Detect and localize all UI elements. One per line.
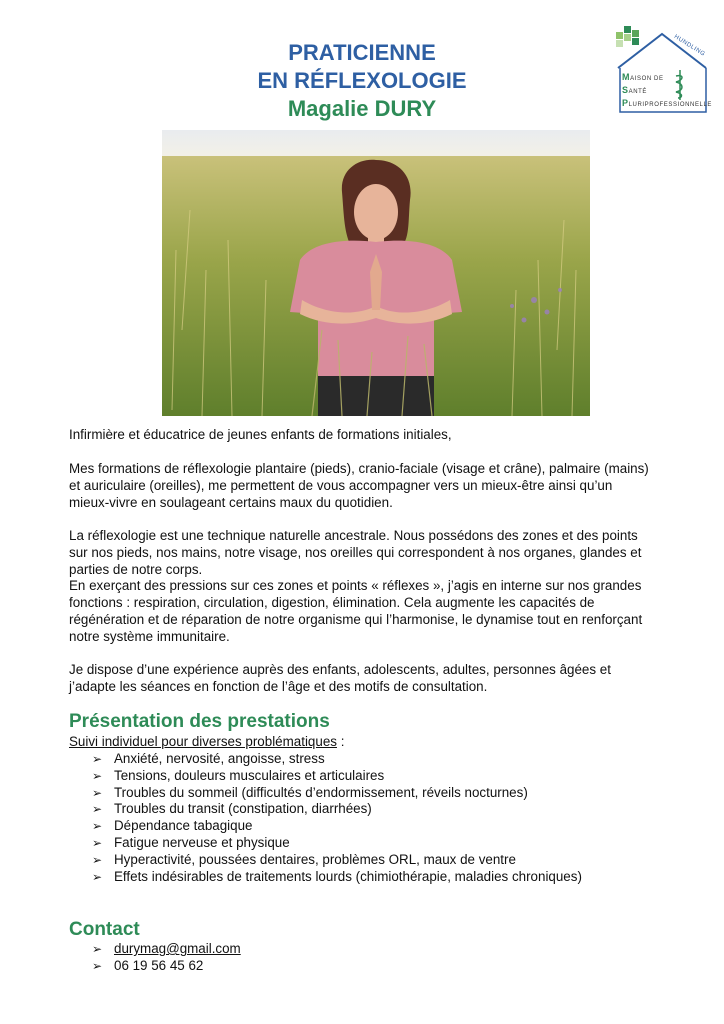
list-item: ➢ Hyperactivité, poussées dentaires, problèmes ORL, maux de ventre [92, 851, 516, 867]
arrow-bullet-icon: ➢ [92, 768, 103, 783]
contact-phone-item [92, 958, 241, 975]
arrow-bullet-icon: ➢ [92, 752, 103, 766]
logo-line-3: LURIPROFESSIONNELLE [628, 102, 713, 108]
arrow-bullet-icon: ➢ [92, 852, 103, 867]
prestations-subheading [69, 734, 344, 751]
practitioner-name: Magalie DURY [287, 96, 437, 121]
prestations-heading: Présentation des prestations [69, 711, 330, 732]
arrow-bullet-icon: ➢ [92, 958, 103, 973]
msp-logo [612, 24, 713, 116]
arrow-bullet-icon: ➢ [92, 802, 103, 817]
logo-initial-p: P [622, 98, 629, 108]
prestations-list [92, 751, 582, 885]
arrow-bullet-icon: ➢ [92, 785, 103, 800]
intro-paragraph-1: Infirmière et éducatrice de jeunes enfants de formations initiales, [69, 427, 452, 442]
logo-initial-m: M [622, 72, 631, 82]
arrow-bullet-icon: ➢ [92, 942, 103, 956]
contact-heading: Contact [69, 919, 140, 940]
intro-paragraph-3a: La réflexologie est une technique naturelle ancestrale. Nous possédons des zones et des points sur nos pieds, nos mains, notre visage, nos oreilles qui correspondent à nos organes, glandes et parties de notre corps. [69, 528, 642, 577]
prestations-subheading-text: Suivi individuel pour diverses problématiques [69, 734, 337, 749]
arrow-bullet-icon: ➢ [92, 835, 103, 850]
arrow-bullet-icon: ➢ [92, 819, 103, 834]
intro-paragraph-3 [69, 528, 649, 646]
list-item: ➢ Tensions, douleurs musculaires et articulaires [92, 767, 385, 783]
email-link[interactable]: durymag@gmail.com [114, 941, 241, 956]
intro-paragraph-4: Je dispose d’une expérience auprès des enfants, adolescents, adultes, personnes âgées et j’adapte les séances en fonction de l’âge et des motifs de consultation. [69, 662, 611, 694]
contact-email-item [92, 941, 241, 958]
contact-list [92, 941, 241, 975]
list-item: ➢ Troubles du sommeil (difficultés d’endormissement, réveils nocturnes) [92, 784, 528, 800]
title-line-1: PRATICIENNE [288, 40, 436, 65]
title-line-2: EN RÉFLEXOLOGIE [257, 68, 467, 93]
phone-number: 06 19 56 45 62 [114, 957, 204, 973]
intro-paragraph-2: Mes formations de réflexologie plantaire (pieds), cranio-faciale (visage et crâne), palmaire (mains) et auriculaire (oreilles), me permettent de vous accompagner vers un mieux-être ainsi qu’un mieux-vivre en soulageant certains maux du quotidien. [69, 461, 649, 510]
list-item: ➢ Dépendance tabagique [92, 818, 253, 834]
logo-initial-s: S [622, 85, 629, 95]
intro-paragraph-3b: En exerçant des pressions sur ces zones et points « réflexes », j’agis en interne sur nos grandes fonctions : respiration, circulation, digestion, élimination. Cela augmente les capacités de régénération et de réparation de notre organisme qui l’harmonise, le dynamise tout en renforçant notre système immunitaire. [69, 578, 643, 644]
logo-line-2: ANTÉ [628, 89, 648, 95]
list-item: ➢ Anxiété, nervosité, angoisse, stress [92, 751, 325, 766]
list-item: ➢ Effets indésirables de traitements lourds (chimiothérapie, maladies chroniques) [92, 868, 582, 884]
logo-vertical-text: HUNDLING [672, 34, 706, 58]
prestations-subheading-colon: : [336, 734, 345, 749]
arrow-bullet-icon: ➢ [92, 869, 103, 884]
logo-line-1: AISON DE [630, 76, 664, 82]
logo-lines [622, 72, 712, 111]
portrait-photo [162, 130, 590, 416]
list-item: ➢ Fatigue nerveuse et physique [92, 834, 290, 850]
list-item: ➢ Troubles du transit (constipation, diarrhées) [92, 801, 372, 817]
